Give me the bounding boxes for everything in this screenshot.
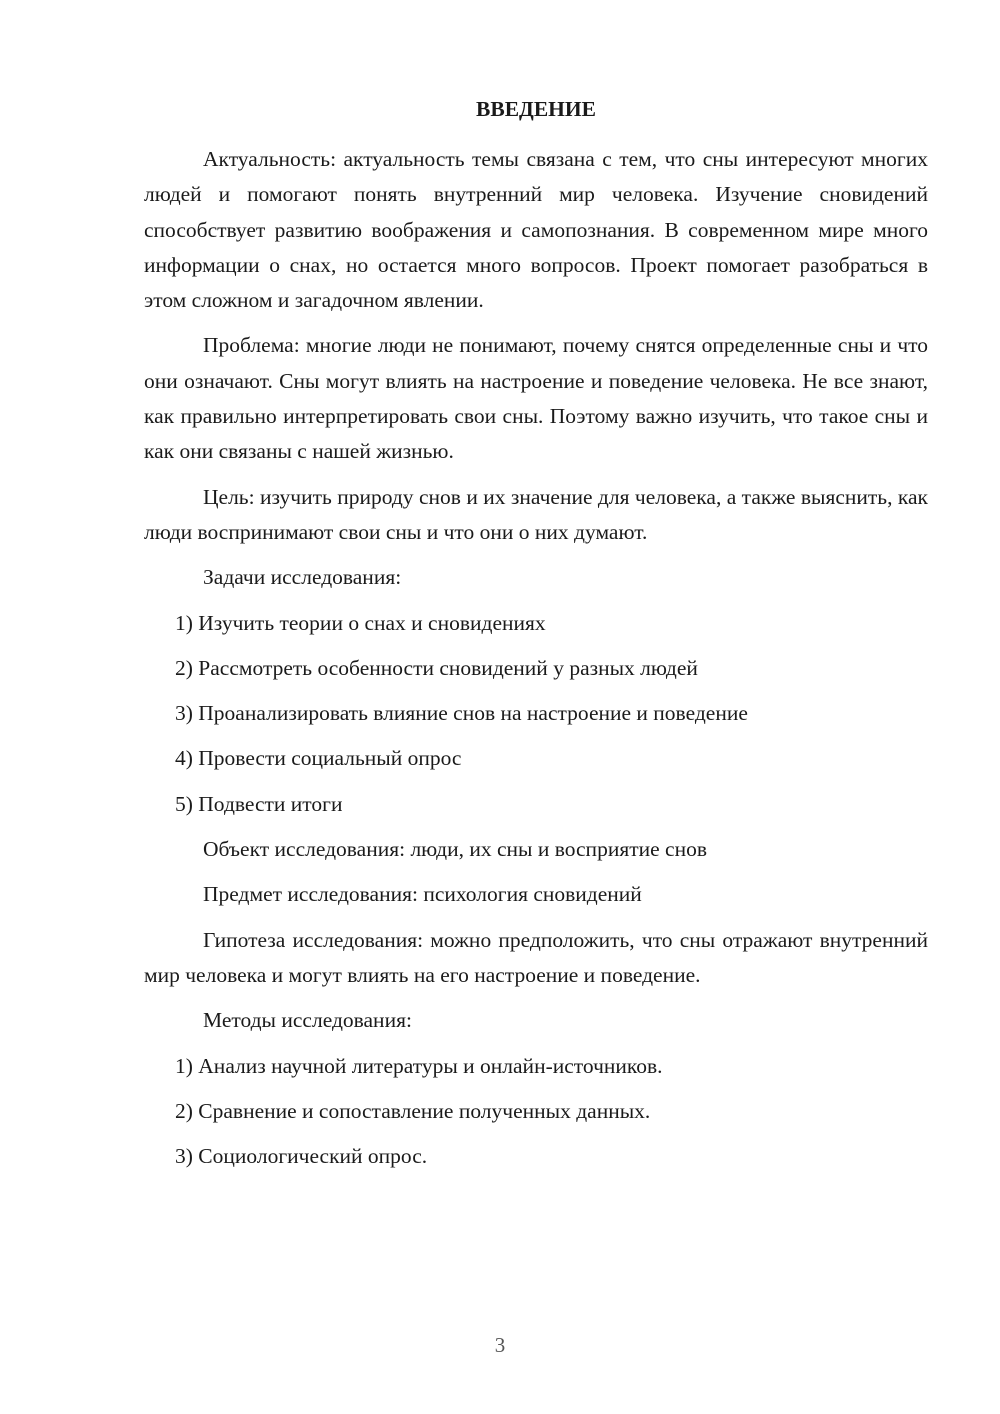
list-item: 4) Провести социальный опрос <box>175 746 462 771</box>
object-line: Объект исследования: люди, их сны и восприятие снов <box>203 837 707 862</box>
tasks-heading: Задачи исследования: <box>203 565 402 590</box>
problem-paragraph: Проблема: многие люди не понимают, почему снятся определенные сны и что они означают. Сны могут влиять на настроение и поведение человека. Не все знают, как правильно интерпретировать свои сны. Поэтому важно изучить, что такое сны и как они связаны с нашей жизнью. <box>144 333 928 464</box>
tasks-list <box>144 606 928 822</box>
hypothesis-paragraph: Гипотеза исследования: можно предположить, что сны отражают внутренний мир человека и могут влиять на его настроение и поведение. <box>144 927 928 987</box>
list-item: 2) Рассмотреть особенности сновидений у разных людей <box>175 655 698 680</box>
relevance-paragraph: Актуальность: актуальность темы связана с тем, что сны интересуют многих людей и помогают понять внутренний мир человека. Изучение сновидений способствует развитию воображения и самопознания. В современном мире много информации о снах, но остается много вопросов. Проект помогает разобраться в этом сложном и загадочном явлении. <box>144 147 928 313</box>
goal-paragraph: Цель: изучить природу снов и их значение для человека, а также выяснить, как люди воспринимают свои сны и что они о них думают. <box>144 484 928 544</box>
list-item: 3) Социологический опрос. <box>175 1144 428 1169</box>
list-item: 3) Проанализировать влияние снов на настроение и поведение <box>175 701 748 726</box>
methods-list <box>144 1049 928 1175</box>
document-page <box>144 92 928 1184</box>
list-item: 1) Изучить теории о снах и сновидениях <box>175 610 546 635</box>
list-item: 2) Сравнение и сопоставление полученных данных. <box>175 1098 651 1123</box>
methods-heading: Методы исследования: <box>203 1008 412 1033</box>
section-title: ВВЕДЕНИЕ <box>476 97 596 121</box>
page-number: 3 <box>494 1333 506 1357</box>
list-item: 5) Подвести итоги <box>175 791 343 816</box>
subject-line: Предмет исследования: психология сновидений <box>203 882 642 907</box>
list-item: 1) Анализ научной литературы и онлайн-источников. <box>175 1053 663 1078</box>
